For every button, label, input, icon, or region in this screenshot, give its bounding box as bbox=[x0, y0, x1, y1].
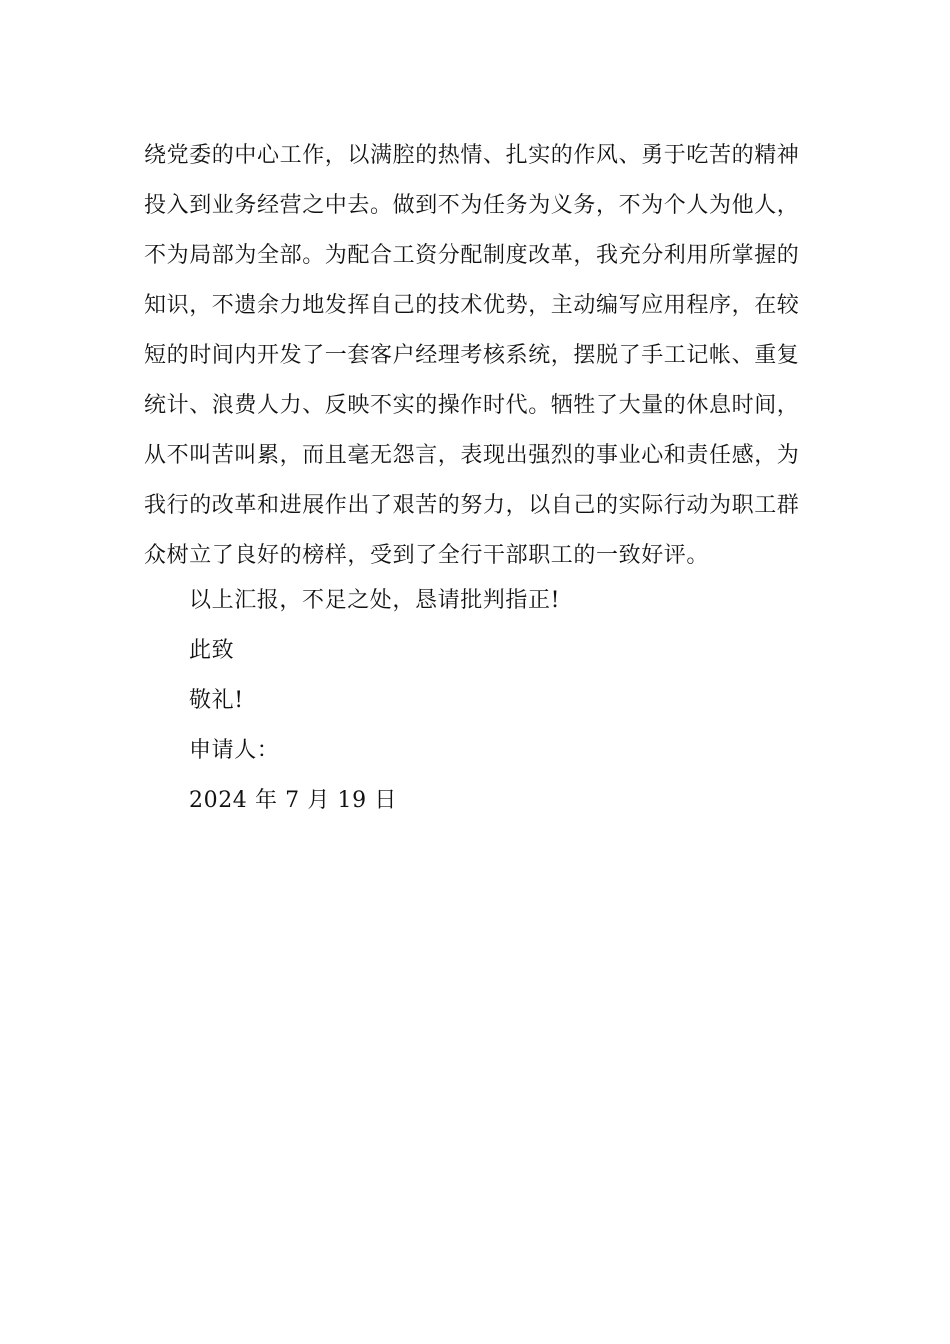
paragraph-line: 绕党委的中心工作，以满腔的热情、扎实的作风、勇于吃苦的精神 bbox=[144, 143, 800, 168]
paragraph-line: 统计、浪费人力、反映不实的操作时代。牺牲了大量的休息时间， bbox=[144, 393, 800, 418]
paragraph-line: 知识，不遗余力地发挥自己的技术优势，主动编写应用程序，在较 bbox=[144, 293, 800, 318]
body-paragraph bbox=[144, 131, 808, 581]
applicant-label: 申请人： bbox=[189, 738, 280, 763]
regards: 敬礼! bbox=[189, 688, 244, 713]
closing-section bbox=[189, 576, 560, 826]
paragraph-line: 我行的改革和进展作出了艰苦的努力，以自己的实际行动为职工群 bbox=[144, 493, 800, 518]
paragraph-line: 众树立了良好的榜样，受到了全行干部职工的一致好评。 bbox=[144, 543, 710, 568]
date: 2024 年 7 月 19 日 bbox=[189, 788, 397, 813]
paragraph-line: 投入到业务经营之中去。做到不为任务为义务，不为个人为他人， bbox=[144, 193, 800, 218]
salutation: 此致 bbox=[189, 638, 235, 663]
paragraph-line: 从不叫苦叫累，而且毫无怨言，表现出强烈的事业心和责任感，为 bbox=[144, 443, 800, 468]
paragraph-line: 不为局部为全部。为配合工资分配制度改革，我充分利用所掌握的 bbox=[144, 243, 800, 268]
report-line: 以上汇报，不足之处，恳请批判指正! bbox=[189, 588, 561, 613]
paragraph-line: 短的时间内开发了一套客户经理考核系统，摆脱了手工记帐、重复 bbox=[144, 343, 800, 368]
